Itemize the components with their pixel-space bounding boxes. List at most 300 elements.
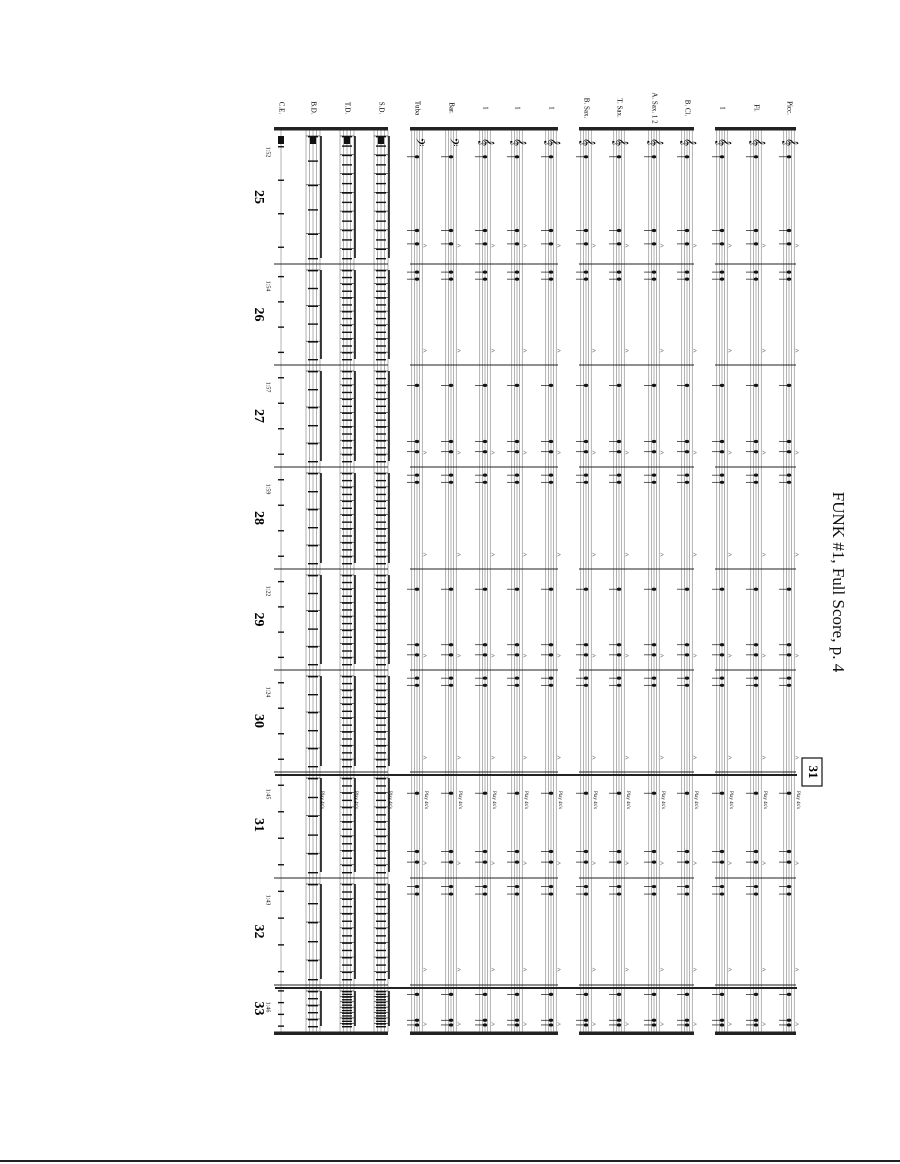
note-head [549,892,553,895]
drum-note [342,664,352,665]
drum-note [376,752,386,753]
note-head [652,588,656,591]
drum-note [342,419,352,420]
note-head [483,474,487,477]
note-head [415,384,419,387]
note-head [720,481,724,484]
note-head [685,1019,689,1022]
accent-mark: > [423,448,427,457]
drum-note [376,291,386,292]
note-head [685,440,689,443]
instrument-name: Tuba [413,100,422,116]
accent-mark: > [625,753,629,762]
drum-note [376,858,386,859]
note-head [787,677,791,680]
note-head [584,792,588,795]
accent-mark: > [457,753,461,762]
drum-note [308,593,318,594]
drum-note [342,332,352,333]
drum-note [308,209,318,210]
note-head [652,155,656,158]
note-head [415,1019,419,1022]
accent-mark: > [423,651,427,660]
drum-note [308,389,318,390]
drum-note [342,800,352,801]
note-head [584,677,588,680]
drum-note [342,461,352,462]
note-head [652,481,656,484]
clef: 𝄞 [748,137,764,147]
note-head [584,653,588,656]
note-head [549,684,553,687]
note-head [483,861,487,864]
accent-mark: > [423,346,427,355]
accent-mark: > [762,753,766,762]
note-head [720,440,724,443]
drum-note [342,906,352,907]
note-head [483,850,487,853]
note-head [549,242,553,245]
drum-note [376,563,386,564]
time-mark: 1:22 [264,585,271,597]
note-head [549,155,553,158]
note-head [617,242,621,245]
note-head [652,450,656,453]
note-head [449,474,453,477]
drum-note [308,491,318,492]
note-head [415,677,419,680]
drum-note [376,480,386,481]
accent-mark: > [625,651,629,660]
note-head [720,270,724,273]
drum-note [342,999,352,1000]
note-head [415,440,419,443]
drum-note [342,202,352,203]
instrument-name: T.D. [343,101,352,115]
accent-mark: > [660,651,664,660]
drum-note [376,814,386,815]
accent-mark: > [592,651,596,660]
note-head [652,861,656,864]
note-head [584,850,588,853]
note-head [720,792,724,795]
drum-note [308,1012,318,1013]
accent-mark: > [693,753,697,762]
note-head [720,474,724,477]
note-head [617,885,621,888]
system-bracket [579,1032,694,1035]
note-head [720,588,724,591]
drum-note [376,921,386,922]
drum-note [308,941,318,942]
clef: 𝄞 [477,137,493,147]
accent-mark: > [491,966,495,975]
note-head [515,1019,519,1022]
expression-text: Play 4x's [318,791,324,809]
note-head [787,850,791,853]
drum-note [376,508,386,509]
accent-mark: > [795,1020,799,1029]
drum-note [376,785,386,786]
drum-note [376,183,386,184]
accent-mark: > [728,966,732,975]
measure-number: 25 [250,190,266,204]
accent-mark: > [523,651,527,660]
note-head [415,792,419,795]
note-head [415,653,419,656]
drum-note [376,145,386,146]
accent-mark: > [457,346,461,355]
expression-text: Play 4x's [422,791,428,809]
note-head [515,474,519,477]
accent-mark: > [728,651,732,660]
note-head [483,440,487,443]
accent-mark: > [728,346,732,355]
note-head [685,1023,689,1026]
accent-mark: > [423,241,427,250]
drum-note [342,979,352,980]
drum-note [342,683,352,684]
drum-note [376,535,386,536]
note-head [515,861,519,864]
drum-note [342,582,352,583]
instrument-name: 1 [513,106,522,110]
note-head [415,850,419,853]
note-head [685,850,689,853]
drum-note [342,1010,352,1011]
measure-number: 31 [250,818,266,832]
measure-number: 33 [250,1001,266,1016]
note-head [584,155,588,158]
drum-note [342,549,352,550]
accent-mark: > [491,448,495,457]
note-head [787,474,791,477]
note-head [617,229,621,232]
note-head [787,270,791,273]
note-head [584,588,588,591]
system-bracket [410,1032,558,1035]
expression-text: Play 4x's [761,791,767,809]
accent-mark: > [592,241,596,250]
drum-note [342,650,352,651]
note-head [483,270,487,273]
drum-note [342,1021,352,1022]
note-head [415,684,419,687]
drum-note [376,596,386,597]
accent-mark: > [693,1020,697,1029]
drum-note [342,258,352,259]
drum-note [342,447,352,448]
note-head [483,278,487,281]
drum-note [342,277,352,278]
note-head [787,384,791,387]
accent-mark: > [660,346,664,355]
drum-note [342,766,352,767]
drum-note [376,258,386,259]
drum-note [342,697,352,698]
note-head [549,792,553,795]
note-head [652,677,656,680]
note-head [652,850,656,853]
drum-note [342,392,352,393]
drum-note [342,785,352,786]
accent-mark: > [491,651,495,660]
note-head [515,850,519,853]
note-head [652,643,656,646]
note-head [415,861,419,864]
clef: 𝄞 [646,137,662,147]
note-head [415,474,419,477]
note-head [449,643,453,646]
accent-mark: > [592,346,596,355]
system-bracket [274,1032,388,1035]
note-head [754,993,758,996]
note-head [584,861,588,864]
note-head [449,384,453,387]
note-head [449,892,453,895]
accent-mark: > [557,859,561,868]
accent-mark: > [557,1020,561,1029]
drum-note [342,623,352,624]
note-head [515,588,519,591]
note-head [754,677,758,680]
note-head [754,474,758,477]
accent-mark: > [693,651,697,660]
note-head [483,1019,487,1022]
note-head [720,1019,724,1022]
drum-note [376,979,386,980]
note-head [652,440,656,443]
accent-mark: > [728,550,732,559]
note-head [787,684,791,687]
expression-text: Play 4x's [456,791,462,809]
expression-text: Play 4x's [386,791,392,809]
drum-note [342,891,352,892]
drum-note [342,829,352,830]
note-head [754,1019,758,1022]
accent-mark: > [557,651,561,660]
note-head [515,892,519,895]
expression-text: Play 4x's [591,791,597,809]
accent-mark: > [693,966,697,975]
percussion-clef [378,136,384,144]
note-head [515,278,519,281]
accent-mark: > [762,241,766,250]
accent-mark: > [625,859,629,868]
note-head [685,792,689,795]
drum-note [376,345,386,346]
note-head [685,861,689,864]
note-head [415,1023,419,1026]
accent-mark: > [557,448,561,457]
note-head [685,684,689,687]
note-head [584,684,588,687]
instrument-name: C.E. [277,101,286,115]
accent-mark: > [592,1020,596,1029]
drum-note [376,494,386,495]
drum-note [376,609,386,610]
note-head [549,270,553,273]
note-head [449,861,453,864]
drum-note [342,318,352,319]
note-head [617,440,621,443]
note-head [483,242,487,245]
accent-mark: > [795,241,799,250]
page-title: FUNK #1, Full Score, p. 4 [829,491,848,673]
note-head [584,643,588,646]
note-head [483,792,487,795]
note-head [787,1023,791,1026]
note-head [754,270,758,273]
drum-note [308,628,318,629]
note-head [685,993,689,996]
drum-note [308,461,318,462]
drum-note [342,239,352,240]
accent-mark: > [523,859,527,868]
clef: 𝄞 [714,137,730,147]
note-head [449,278,453,281]
note-head [754,242,758,245]
note-head [549,677,553,680]
accent-mark: > [592,550,596,559]
note-head [685,481,689,484]
note-head [617,384,621,387]
note-head [515,653,519,656]
drum-note [376,1004,386,1005]
page-bottom-rule [0,1160,900,1162]
accent-mark: > [693,346,697,355]
note-head [584,440,588,443]
note-head [685,892,689,895]
note-head [617,892,621,895]
note-head [449,684,453,687]
expression-text: Play 4x's [556,791,562,809]
instrument-name: T. Sax. [615,98,624,118]
drum-note [342,858,352,859]
accent-mark: > [728,448,732,457]
clef: 𝄞 [781,137,797,147]
note-head [449,885,453,888]
accent-mark: > [491,1020,495,1029]
note-head [515,1023,519,1026]
accent-mark: > [592,448,596,457]
expression-text: Play 4x's [692,791,698,809]
accent-mark: > [728,753,732,762]
note-head [652,1023,656,1026]
drum-note [308,563,318,564]
note-head [754,155,758,158]
note-head [483,384,487,387]
drum-note [308,425,318,426]
note-head [415,643,419,646]
note-head [584,270,588,273]
accent-mark: > [423,859,427,868]
drum-note [342,433,352,434]
note-head [685,229,689,232]
accent-mark: > [523,448,527,457]
drum-note [342,711,352,712]
drum-note [342,359,352,360]
note-head [617,677,621,680]
note-head [617,861,621,864]
drum-note [376,406,386,407]
expression-text: Play 4x's [522,791,528,809]
drum-note [376,392,386,393]
accent-mark: > [762,550,766,559]
note-head [787,885,791,888]
note-head [787,242,791,245]
note-head [483,643,487,646]
drum-note [308,258,318,259]
expression-text: Play 4x's [490,791,496,809]
note-head [549,993,553,996]
accent-mark: > [457,859,461,868]
note-head [754,684,758,687]
note-head [483,653,487,656]
note-head [617,1023,621,1026]
note-head [515,440,519,443]
system-bracket [410,127,558,130]
note-head [652,242,656,245]
note-head [515,155,519,158]
note-head [415,242,419,245]
note-head [449,850,453,853]
drum-note [342,921,352,922]
drum-note [308,1026,318,1027]
accent-mark: > [762,966,766,975]
drum-note [376,935,386,936]
drum-note [376,994,386,995]
note-head [515,242,519,245]
percussion-clef [344,136,350,144]
drum-note [342,1026,352,1027]
drum-note [342,508,352,509]
accent-mark: > [523,753,527,762]
drum-note [342,220,352,221]
note-head [652,229,656,232]
accent-mark: > [457,241,461,250]
drum-note [342,843,352,844]
note-head [652,1019,656,1022]
accent-mark: > [423,550,427,559]
drum-note [342,724,352,725]
accent-mark: > [457,1020,461,1029]
accent-mark: > [795,550,799,559]
note-head [549,474,553,477]
note-head [449,792,453,795]
note-head [449,242,453,245]
note-head [584,242,588,245]
note-head [685,885,689,888]
instrument-name: Picc. [785,101,794,115]
note-head [515,384,519,387]
note-head [787,588,791,591]
note-head [754,229,758,232]
drum-note [376,239,386,240]
drum-note [342,950,352,951]
note-head [754,450,758,453]
note-head [584,481,588,484]
note-head [787,653,791,656]
note-head [584,384,588,387]
drum-note [308,872,318,873]
note-head [685,384,689,387]
note-head [617,792,621,795]
note-head [549,643,553,646]
note-head [415,270,419,273]
note-head [617,1019,621,1022]
note-head [754,892,758,895]
